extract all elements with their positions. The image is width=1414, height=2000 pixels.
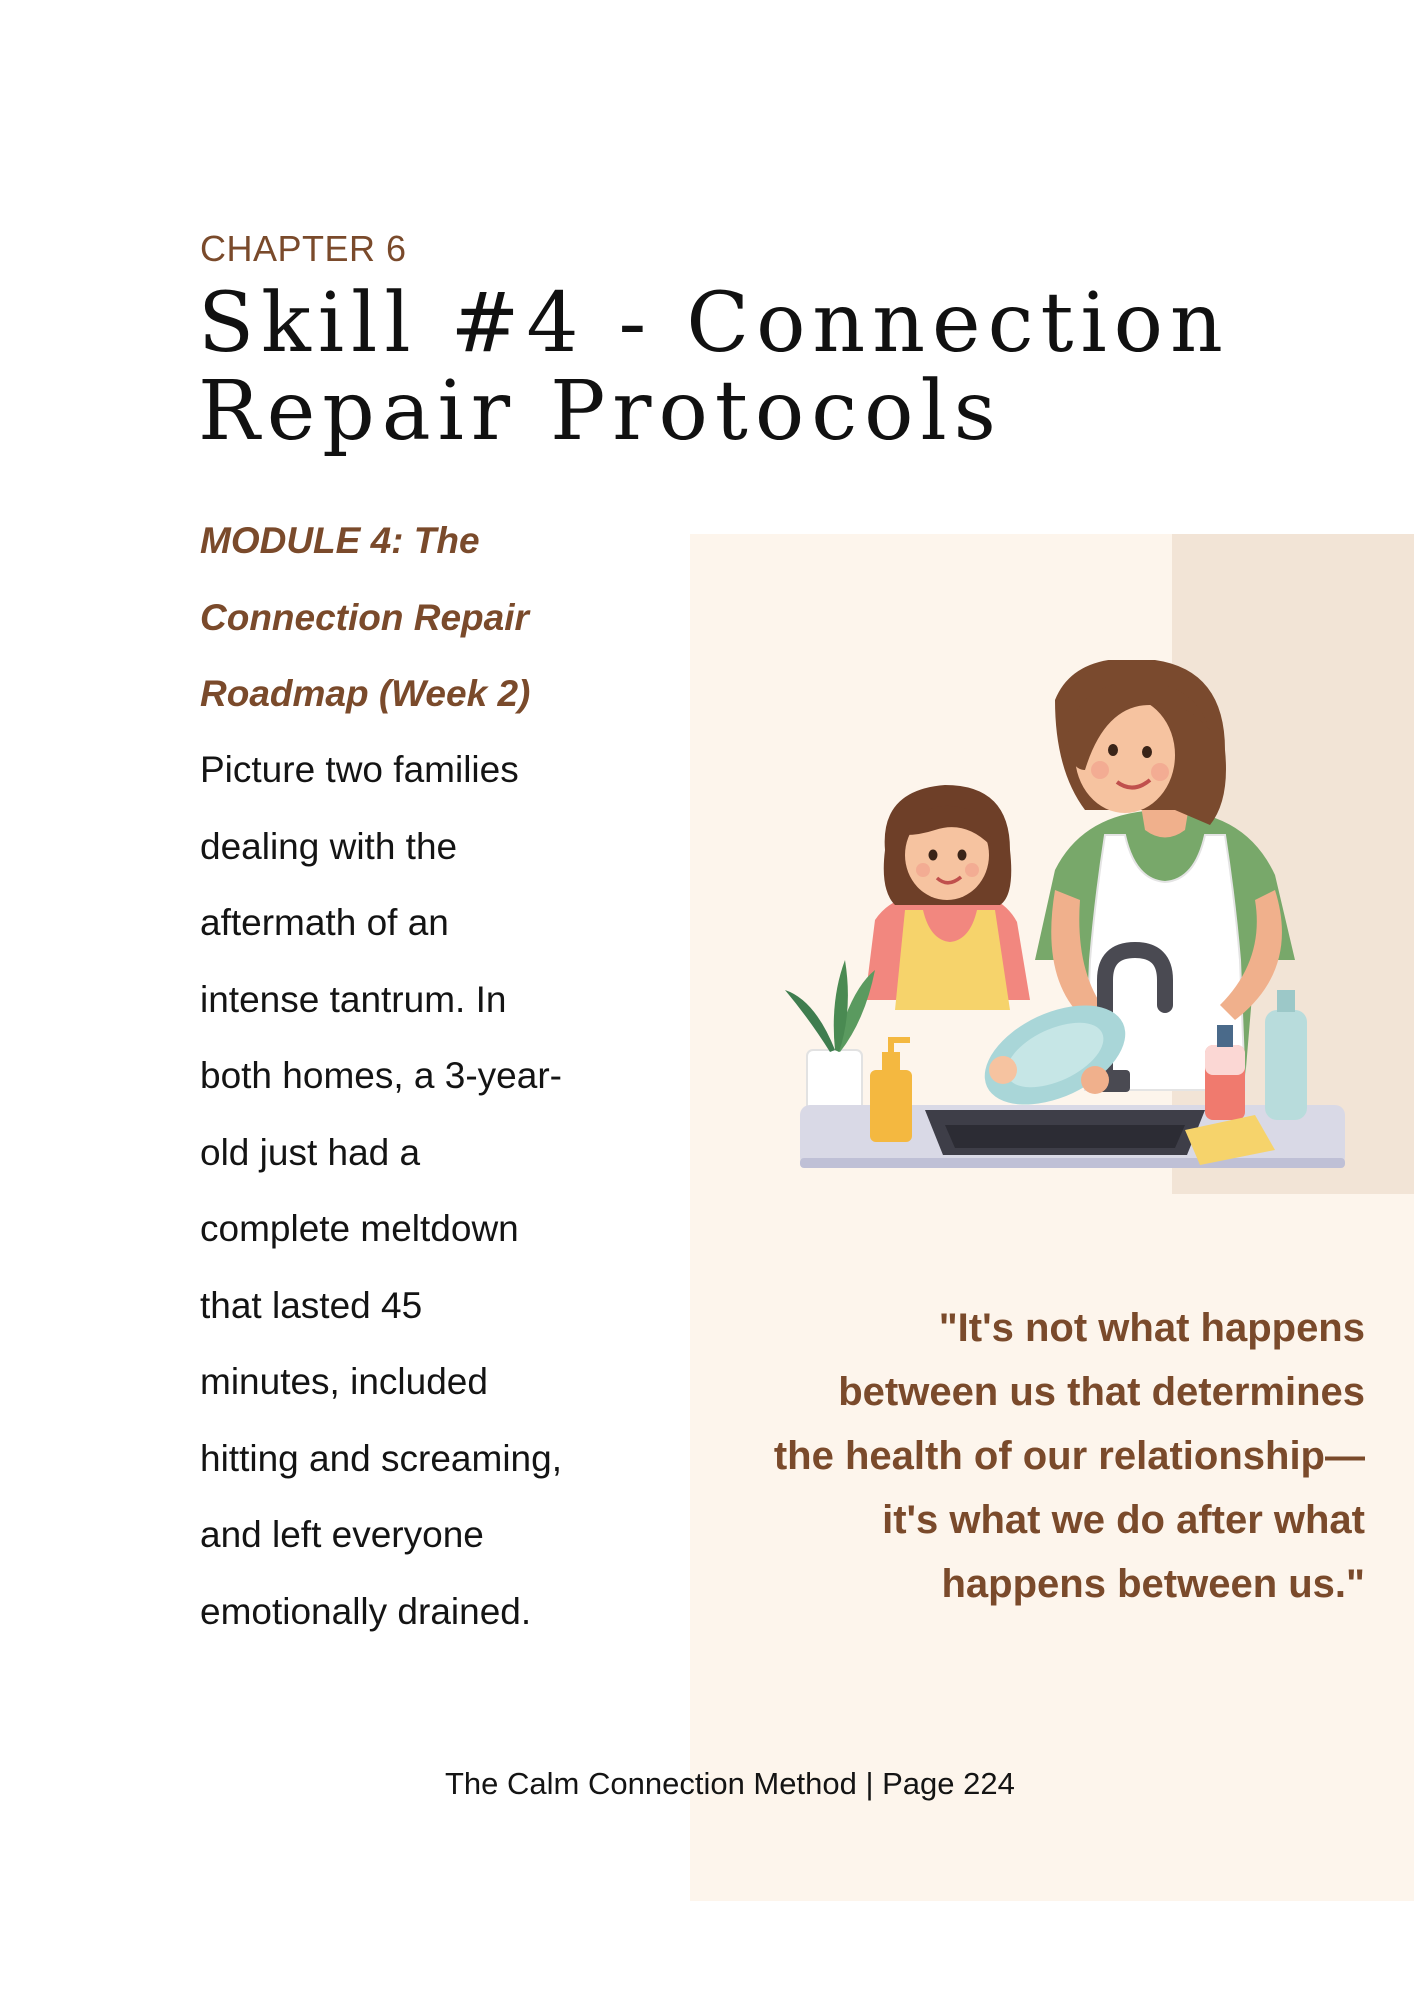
quote-line: it's what we do after what [882, 1498, 1365, 1542]
quote-line: the health of our relationship— [773, 1434, 1365, 1478]
pull-quote [700, 1296, 1365, 1616]
body-line: intense tantrum. In [200, 978, 507, 1020]
body-line: Picture two families [200, 749, 519, 790]
quote-line: between us that determines [838, 1370, 1365, 1414]
module-heading-line: MODULE 4: The [200, 520, 480, 561]
body-line: minutes, included [200, 1361, 488, 1402]
module-heading-line: Connection Repair [200, 596, 529, 638]
body-line: emotionally drained. [200, 1590, 532, 1632]
chapter-title-line: Skill #4 - Connection [198, 276, 1230, 371]
body-line: aftermath of an [200, 902, 449, 943]
chapter-title-line: Repair Protocols [198, 364, 1003, 459]
page-footer: The Calm Connection Method | Page 224 [445, 1766, 1015, 1801]
mother-daughter-washing-dishes-illustration [755, 660, 1355, 1200]
body-line: hitting and screaming, [200, 1437, 562, 1479]
body-line: that lasted 45 [200, 1284, 423, 1326]
module-heading-line: Roadmap (Week 2) [200, 673, 531, 714]
body-line: dealing with the [200, 825, 458, 867]
quote-line: happens between us." [941, 1562, 1365, 1606]
chapter-label: CHAPTER 6 [200, 228, 407, 269]
chapter-title [198, 276, 1230, 459]
body-line: complete meltdown [200, 1208, 519, 1249]
body-line: and left everyone [200, 1514, 484, 1555]
quote-line: "It's not what happens [938, 1306, 1365, 1350]
body-line: both homes, a 3-year- [200, 1055, 562, 1096]
module-heading [200, 503, 620, 733]
body-line: old just had a [200, 1131, 421, 1173]
body-paragraph [200, 732, 620, 1650]
